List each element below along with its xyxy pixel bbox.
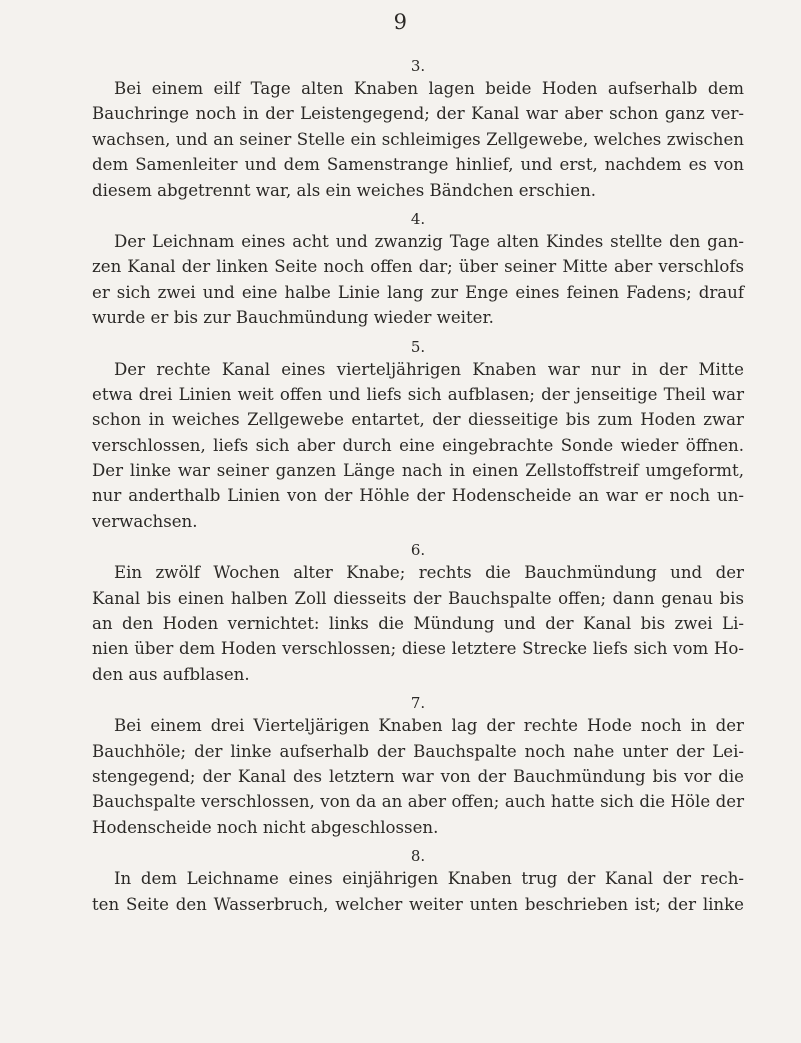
- section-number: 5.: [410, 337, 426, 356]
- text-line: stengegend; der Kanal des letztern war von der Bauchmündung bis vor die: [92, 766, 744, 786]
- section-5: [92, 337, 744, 535]
- text-line: In dem Leichname eines einjährigen Knaben trug der Kanal der rech-: [114, 869, 744, 889]
- section-4: [92, 209, 744, 331]
- text-line: Der rechte Kanal eines vierteljährigen Knaben war nur in der Mitte: [114, 359, 744, 379]
- text-line: Der Leichnam eines acht und zwanzig Tage alten Kindes stellte den gan-: [114, 231, 744, 251]
- section-8: [92, 846, 744, 917]
- text-line: Bauchspalte verschlossen, von da an aber offen; auch hatte sich die Höle der: [92, 792, 744, 812]
- text-line: den aus aufblasen.: [92, 664, 250, 684]
- text-line: zen Kanal der linken Seite noch offen dar; über seiner Mitte aber verschlofs: [92, 257, 744, 277]
- text-line: verwachsen.: [92, 511, 198, 531]
- text-line: Bauchhöle; der linke aufserhalb der Bauchspalte noch nahe unter der Lei-: [92, 741, 744, 761]
- text-line: an den Hoden vernichtet: links die Mündung und der Kanal bis zwei Li-: [92, 614, 744, 634]
- text-line: er sich zwei und eine halbe Linie lang zur Enge eines feinen Fadens; drauf: [92, 282, 744, 302]
- text-line: verschlossen, liefs sich aber durch eine eingebrachte Sonde wieder öffnen.: [92, 435, 744, 455]
- text-line: nien über dem Hoden verschlossen; diese letztere Strecke liefs sich vom Ho-: [92, 639, 744, 659]
- section-number: 7.: [410, 694, 426, 713]
- text-line: etwa drei Linien weit offen und liefs sich aufblasen; der jenseitige Theil war: [92, 384, 744, 404]
- page-number: 9: [393, 10, 408, 34]
- text-line: Ein zwölf Wochen alter Knabe; rechts die Bauchmündung und der: [114, 563, 744, 583]
- text-line: Hodenscheide noch nicht abgeschlossen.: [92, 817, 439, 837]
- text-line: wachsen, und an seiner Stelle ein schleimiges Zellgewebe, welches zwischen: [92, 129, 744, 149]
- text-body: [92, 56, 744, 917]
- text-line: ten Seite den Wasserbruch, welcher weiter unten beschrieben ist; der linke: [92, 894, 744, 914]
- section-number: 8.: [410, 847, 426, 866]
- section-number: 4.: [410, 209, 426, 228]
- text-line: Bei einem eilf Tage alten Knaben lagen beide Hoden aufserhalb dem: [114, 79, 744, 98]
- text-line: Der linke war seiner ganzen Länge nach in einen Zellstoffstreif umgeformt,: [92, 461, 744, 481]
- text-line: Bei einem drei Vierteljärigen Knaben lag der rechte Hode noch in der: [114, 716, 744, 736]
- section-number: 3.: [410, 57, 426, 75]
- section-7: [92, 693, 744, 840]
- text-line: wurde er bis zur Bauchmündung wieder weiter.: [92, 308, 494, 328]
- text-line: dem Samenleiter und dem Samenstrange hinlief, und erst, nachdem es von: [92, 155, 744, 175]
- section-6: [92, 540, 744, 687]
- text-line: diesem abgetrennt war, als ein weiches Bändchen erschien.: [92, 180, 597, 200]
- text-line: Kanal bis einen halben Zoll diesseits der Bauchspalte offen; dann genau bis: [92, 588, 744, 608]
- text-line: Bauchringe noch in der Leistengegend; der Kanal war aber schon ganz ver-: [92, 104, 744, 124]
- section-3: [92, 56, 744, 203]
- section-number: 6.: [410, 541, 426, 560]
- text-line: nur anderthalb Linien von der Höhle der Hodenscheide an war er noch un-: [92, 486, 744, 506]
- text-line: schon in weiches Zellgewebe entartet, der diesseitige bis zum Hoden zwar: [92, 410, 744, 430]
